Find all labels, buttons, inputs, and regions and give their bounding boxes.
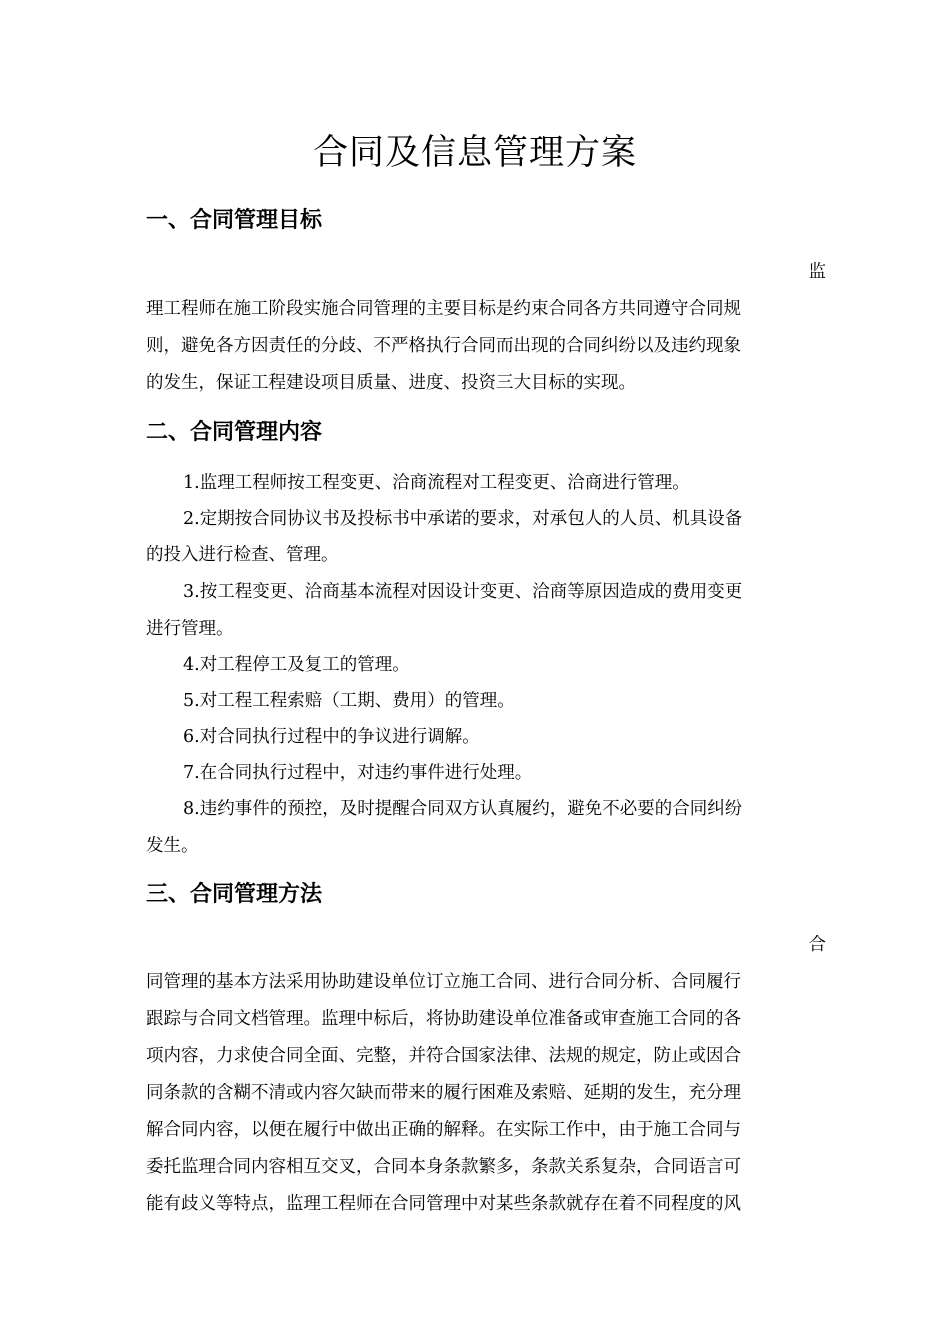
paragraph-line: 合 <box>808 935 826 955</box>
paragraph-line: 监 <box>808 262 826 282</box>
list-item: 1.监理工程师按工程变更、洽商流程对工程变更、洽商进行管理。 <box>183 473 690 493</box>
paragraph-line: 解合同内容，以便在履行中做出正确的解释。在实际工作中，由于施工合同与 <box>146 1120 741 1140</box>
section-heading-contract-content: 二、合同管理内容 <box>146 420 323 445</box>
list-item: 4.对工程停工及复工的管理。 <box>183 655 410 675</box>
paragraph-line: 的发生，保证工程建设项目质量、进度、投资三大目标的实现。 <box>146 373 636 393</box>
document-title: 合同及信息管理方案 <box>312 133 637 173</box>
list-item-continuation: 发生。 <box>146 836 199 856</box>
paragraph-line: 同管理的基本方法采用协助建设单位订立施工合同、进行合同分析、合同履行 <box>146 972 741 992</box>
section-heading-contract-methods: 三、合同管理方法 <box>146 882 323 907</box>
paragraph-line: 项内容，力求使合同全面、完整，并符合国家法律、法规的规定，防止或因合 <box>146 1046 741 1066</box>
list-item: 3.按工程变更、洽商基本流程对因设计变更、洽商等原因造成的费用变更 <box>183 582 743 602</box>
paragraph-line: 则，避免各方因责任的分歧、不严格执行合同而出现的合同纠纷以及违约现象 <box>146 336 741 356</box>
list-item: 7.在合同执行过程中，对违约事件进行处理。 <box>183 763 533 783</box>
paragraph-line: 跟踪与合同文档管理。监理中标后，将协助建设单位准备或审查施工合同的各 <box>146 1009 741 1029</box>
list-item: 2.定期按合同协议书及投标书中承诺的要求，对承包人的人员、机具设备 <box>183 509 743 529</box>
list-item: 6.对合同执行过程中的争议进行调解。 <box>183 727 480 747</box>
list-item: 8.违约事件的预控，及时提醒合同双方认真履约，避免不必要的合同纠纷 <box>183 799 743 819</box>
paragraph-line: 同条款的含糊不清或内容欠缺而带来的履行困难及索赔、延期的发生，充分理 <box>146 1083 741 1103</box>
list-item-continuation: 的投入进行检查、管理。 <box>146 545 339 565</box>
list-item: 5.对工程工程索赔（工期、费用）的管理。 <box>183 691 515 711</box>
list-item-continuation: 进行管理。 <box>146 619 234 639</box>
paragraph-line: 理工程师在施工阶段实施合同管理的主要目标是约束合同各方共同遵守合同规 <box>146 299 741 319</box>
paragraph-line: 能有歧义等特点，监理工程师在合同管理中对某些条款就存在着不同程度的风 <box>146 1194 741 1214</box>
paragraph-line: 委托监理合同内容相互交叉，合同本身条款繁多，条款关系复杂，合同语言可 <box>146 1157 741 1177</box>
section-heading-contract-goals: 一、合同管理目标 <box>146 208 323 233</box>
